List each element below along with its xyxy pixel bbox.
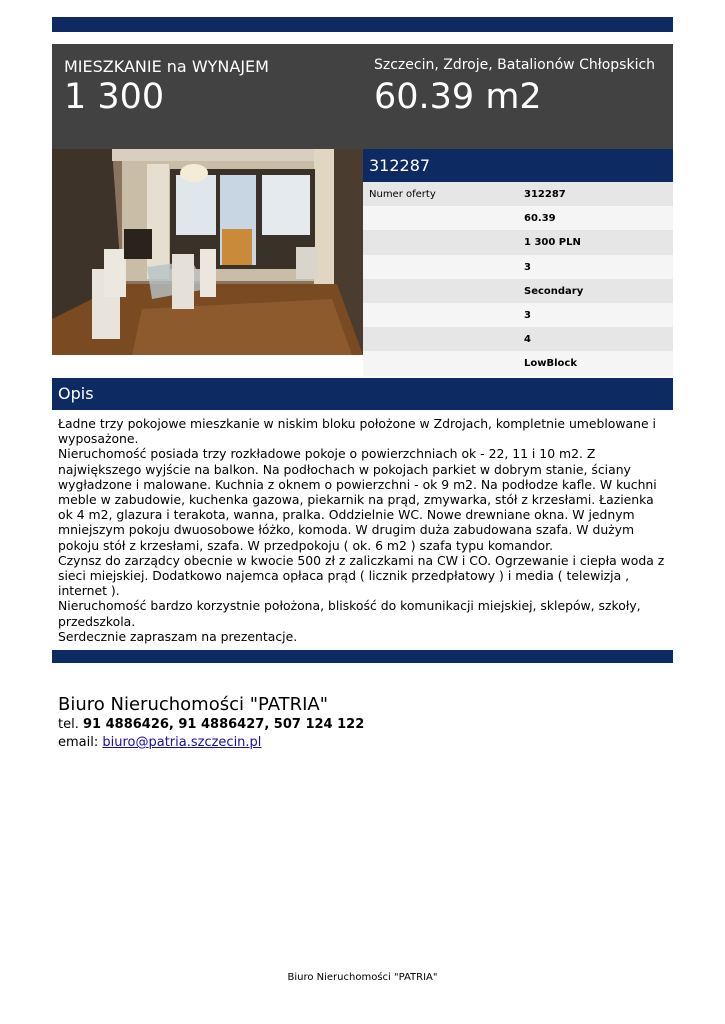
details-value: 312287 bbox=[524, 189, 566, 200]
details-row bbox=[363, 206, 673, 230]
details-label: Numer oferty bbox=[369, 189, 436, 200]
description-title: Opis bbox=[58, 384, 94, 403]
details-row bbox=[363, 230, 673, 254]
apartment-photo-illustration bbox=[52, 149, 363, 355]
details-value: 1 300 PLN bbox=[524, 237, 581, 249]
listing-type: MIESZKANIE na WYNAJEM bbox=[64, 57, 269, 76]
header-right bbox=[374, 56, 664, 117]
agency-contact bbox=[58, 694, 658, 752]
details-row bbox=[363, 327, 673, 351]
details-value: 3 bbox=[524, 309, 531, 321]
listing-header bbox=[52, 44, 673, 149]
details-row bbox=[363, 255, 673, 279]
details-row bbox=[363, 303, 673, 327]
bottom-accent-bar bbox=[52, 650, 673, 663]
details-row bbox=[363, 182, 673, 206]
details-row bbox=[363, 351, 673, 375]
details-row bbox=[363, 279, 673, 303]
phone-label: tel. bbox=[58, 717, 79, 732]
description-paragraph: Serdecznie zapraszam na prezentacje. bbox=[58, 628, 298, 644]
description-header bbox=[52, 378, 673, 410]
details-value: LowBlock bbox=[524, 358, 577, 370]
description-paragraph: Nieruchomość posiada trzy rozkładowe pokoje o powierzchniach ok - 22, 11 i 10 m2. Z największego wyjście na balkon. Na podłochach w pokojach parkiet w dobrym stanie, ściany wygładzone i malowane. Kuchnia z oknem o powierzchni - ok 9 m2. Na podłodze kafle. W kuchni meble w zabudowie, kuchenka gazowa, piekarnik na prąd, zmywarka, stół z krzesłami. Łazienka ok 4 m2, glazura i terakota, wanna, pralka. Oddzielnie WC. Nowe drewniane okna. W jednym mniejszym pokoju dwuosobowe łóżko, komoda. W drugim duża zabudowana szafa. W dużym pokoju stół z krzesłami, szafa. W przedpokoju ( ok. 6 m2 ) szafa typu komandor. bbox=[58, 446, 657, 553]
email-link[interactable]: biuro@patria.szczecin.pl bbox=[102, 735, 262, 750]
offer-number-header bbox=[363, 149, 673, 182]
email-label: email: bbox=[58, 735, 99, 750]
apartment-photo bbox=[52, 149, 363, 355]
details-value: Secondary bbox=[524, 285, 584, 297]
header-left bbox=[64, 57, 364, 117]
phone-numbers: 91 4886426, 91 4886427, 507 124 122 bbox=[82, 717, 365, 732]
top-accent-bar bbox=[52, 17, 673, 32]
description-paragraph: Ładne trzy pokojowe mieszkanie w niskim bloku położone w Zdrojach, kompletnie umeblowane i wyposażone. bbox=[58, 416, 656, 447]
offer-number-title: 312287 bbox=[369, 156, 431, 175]
details-value: 3 bbox=[524, 261, 531, 273]
agency-name: Biuro Nieruchomości "PATRIA" bbox=[58, 694, 329, 715]
page-footer: Biuro Nieruchomości "PATRIA" bbox=[287, 972, 438, 983]
description-paragraph: Czynsz do zarządcy obecnie w kwocie 500 zł z zaliczkami na CW i CO. Ogrzewanie i ciepła woda z sieci miejskiej. Dodatkowo najemca opłaca prąd ( licznik przedpłatowy ) i media ( telewizja , internet ). bbox=[58, 552, 665, 599]
details-table bbox=[363, 182, 673, 376]
description-paragraph: Nieruchomość bardzo korzystnie położona, bliskość do komunikacji miejskiej, sklepów, szkoły, przedszkola. bbox=[58, 598, 641, 629]
listing-price: 1 300 bbox=[64, 77, 165, 117]
listing-area: 60.39 m2 bbox=[374, 77, 542, 117]
description-body bbox=[58, 416, 668, 644]
agency-phone-line bbox=[58, 716, 658, 734]
agency-email-line bbox=[58, 734, 658, 752]
details-value: 4 bbox=[524, 334, 531, 346]
listing-location: Szczecin, Zdroje, Batalionów Chłopskich bbox=[374, 57, 656, 73]
details-value: 60.39 bbox=[524, 213, 556, 225]
